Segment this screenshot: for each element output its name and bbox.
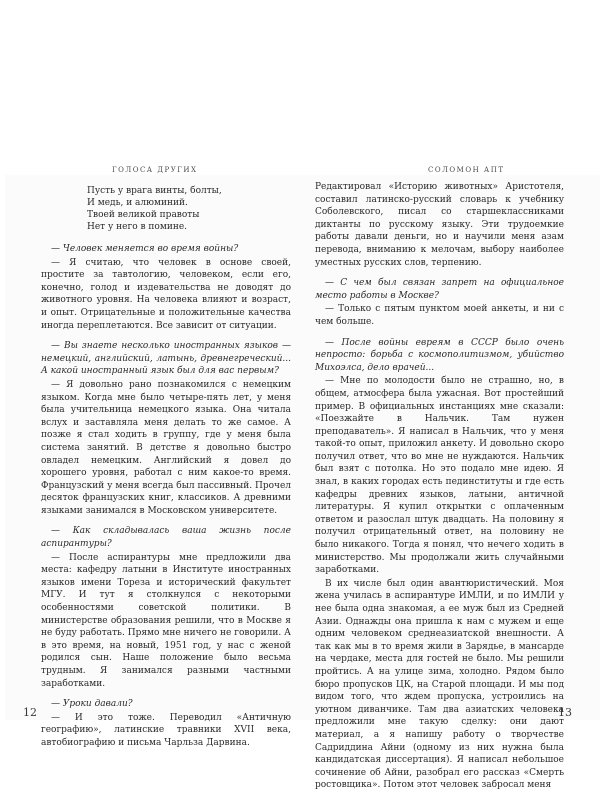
interview-question: — Человек меняется во время войны? (51, 244, 239, 254)
interview-answer: — И это тоже. Переводил «Античную географию», латинские травники XVII века, автобиографию и письма Чарльза Дарвина. (41, 712, 291, 748)
poem-line: Пусть у врага винты, болты, (87, 186, 222, 196)
interview-question: — С чем был связан запрет на официальное место работы в Москве? (315, 278, 564, 301)
left-running-head: ГОЛОСА ДРУГИХ (112, 166, 198, 174)
left-text-column (41, 185, 291, 750)
interview-answer: — Мне по молодости было не страшно, но, в общем, атмосфера была ужасная. Вот простейший пример. В официальных инстанциях мне сказали: «Поезжайте в Нальчик. Там нужен преподаватель». Я написал в Нальчик, что у меня такой-то опыт, приложил анкету. И довольно скоро получил ответ, что во мне не нуждаются. Нальчик был взят с потолка. Но это подало мне идею. Я знал, в каких городах есть пединституты и где есть кафедры древних языков, латыни, античной литературы. Я купил открытки с оплаченным ответом и разослал штук двадцать. На половину я получил отрицательный ответ, на половину не было никакого. Тогда я понял, что нечего ходить в министерство. Мы продолжали жить случайными заработками. (315, 376, 564, 576)
poem-line: И медь, и алюминий. (87, 198, 188, 208)
poem-line: Твоей великой правоты (87, 210, 200, 220)
interview-answer: В их числе был один авантюристический. Моя жена училась в аспирантуре ИМЛИ, и по ИМЛИ у нее была одна знакомая, а ее муж был из Средней Азии. Однажды она пришла к нам с мужем и еще одним человеком среднеазиатской внешности. А так как мы в то время жили в Зарядье, в мансарде на чердаке, места для гостей не было. Мы решили пройтись. А на улице зима, холодно. Рядом было бюро пропусков ЦК, на Старой площади. И мы под видом того, что ждем пропуска, устроились на уютном диванчике. Там два азиатских человека предложили мне такую сделку: они дают материал, а я напишу работу о творчестве Садриддина Айни (одному из них нужна была кандидатская диссертация). Я написал небольшое сочинение об Айни, разобрал его рассказ «Смерть ростовщика». Потом этот человек забросал меня (315, 578, 564, 791)
right-page-number: 13 (558, 706, 572, 719)
right-text-column (315, 181, 564, 792)
interview-question: — Как складывалась ваша жизнь после аспирантуры? (41, 526, 291, 550)
right-running-head: СОЛОМОН АПТ (428, 166, 505, 174)
interview-answer: — Я считаю, что человек в основе своей, простите за тавтологию, человеком, если его, конечно, голод и издевательства не доводят до животного уровня. На человека влияют и возраст, и опыт. Отрицательные и положительные качества иногда переплетаются. Все зависит от ситуации. (41, 257, 291, 331)
interview-question: — Уроки давали? (51, 699, 133, 710)
continued-paragraph: Редактировал «Историю животных» Аристотеля, составил латинско-русский словарь к учебнику Соболевского, писал со старшеклассниками диктанты по русскому языку. Эти трудоемкие работы давали деньги, но и научили меня азам перевода, вниманию к мелочам, выбору наиболее уместных русских слов, терпению. (315, 182, 564, 268)
interview-answer: — После аспирантуры мне предложили два места: кафедру латыни в Институте иностранных языков имени Тореза и исторический факультет МГУ. И тут я столкнулся с некоторыми особенностями советской политики. В министерстве образования решили, что в Москве я не буду работать. Прямо мне ничего не говорили. А в это время, на новый, 1951 год, у нас с женой родился сын. Наше положение было весьма трудным. Я занимался разными частными заработками. (41, 552, 291, 689)
poem-stanza (87, 185, 291, 233)
interview-answer: — Только с пятым пунктом моей анкеты, и ни с чем больше. (315, 304, 564, 327)
interview-question: — После войны евреям в СССР было очень непросто: борьба с космополитизмом, убийство Михоэлса, дело врачей... (315, 337, 564, 373)
poem-line: Нет у него в помине. (87, 222, 188, 232)
interview-question: — Вы знаете несколько иностранных языков — немецкий, английский, латынь, древнегреческий... А какой иностранный язык был для вас первым? (41, 341, 291, 377)
interview-answer: — Я довольно рано познакомился с немецким языком. Когда мне было четыре-пять лет, у меня была учительница немецкого языка. Она читала вслух и заставляла меня делать то же самое. А позже я стал ходить в группу, где у меня была система занятий. В детстве я довольно быстро овладел немецким. Английский я довел до хорошего уровня, работал с ним какое-то время. Французский у меня всегда был пассивный. Прочел десяток французских книг, классиков. А древними языками занимался в Московском университете. (41, 379, 291, 516)
left-page-number: 12 (23, 706, 37, 719)
